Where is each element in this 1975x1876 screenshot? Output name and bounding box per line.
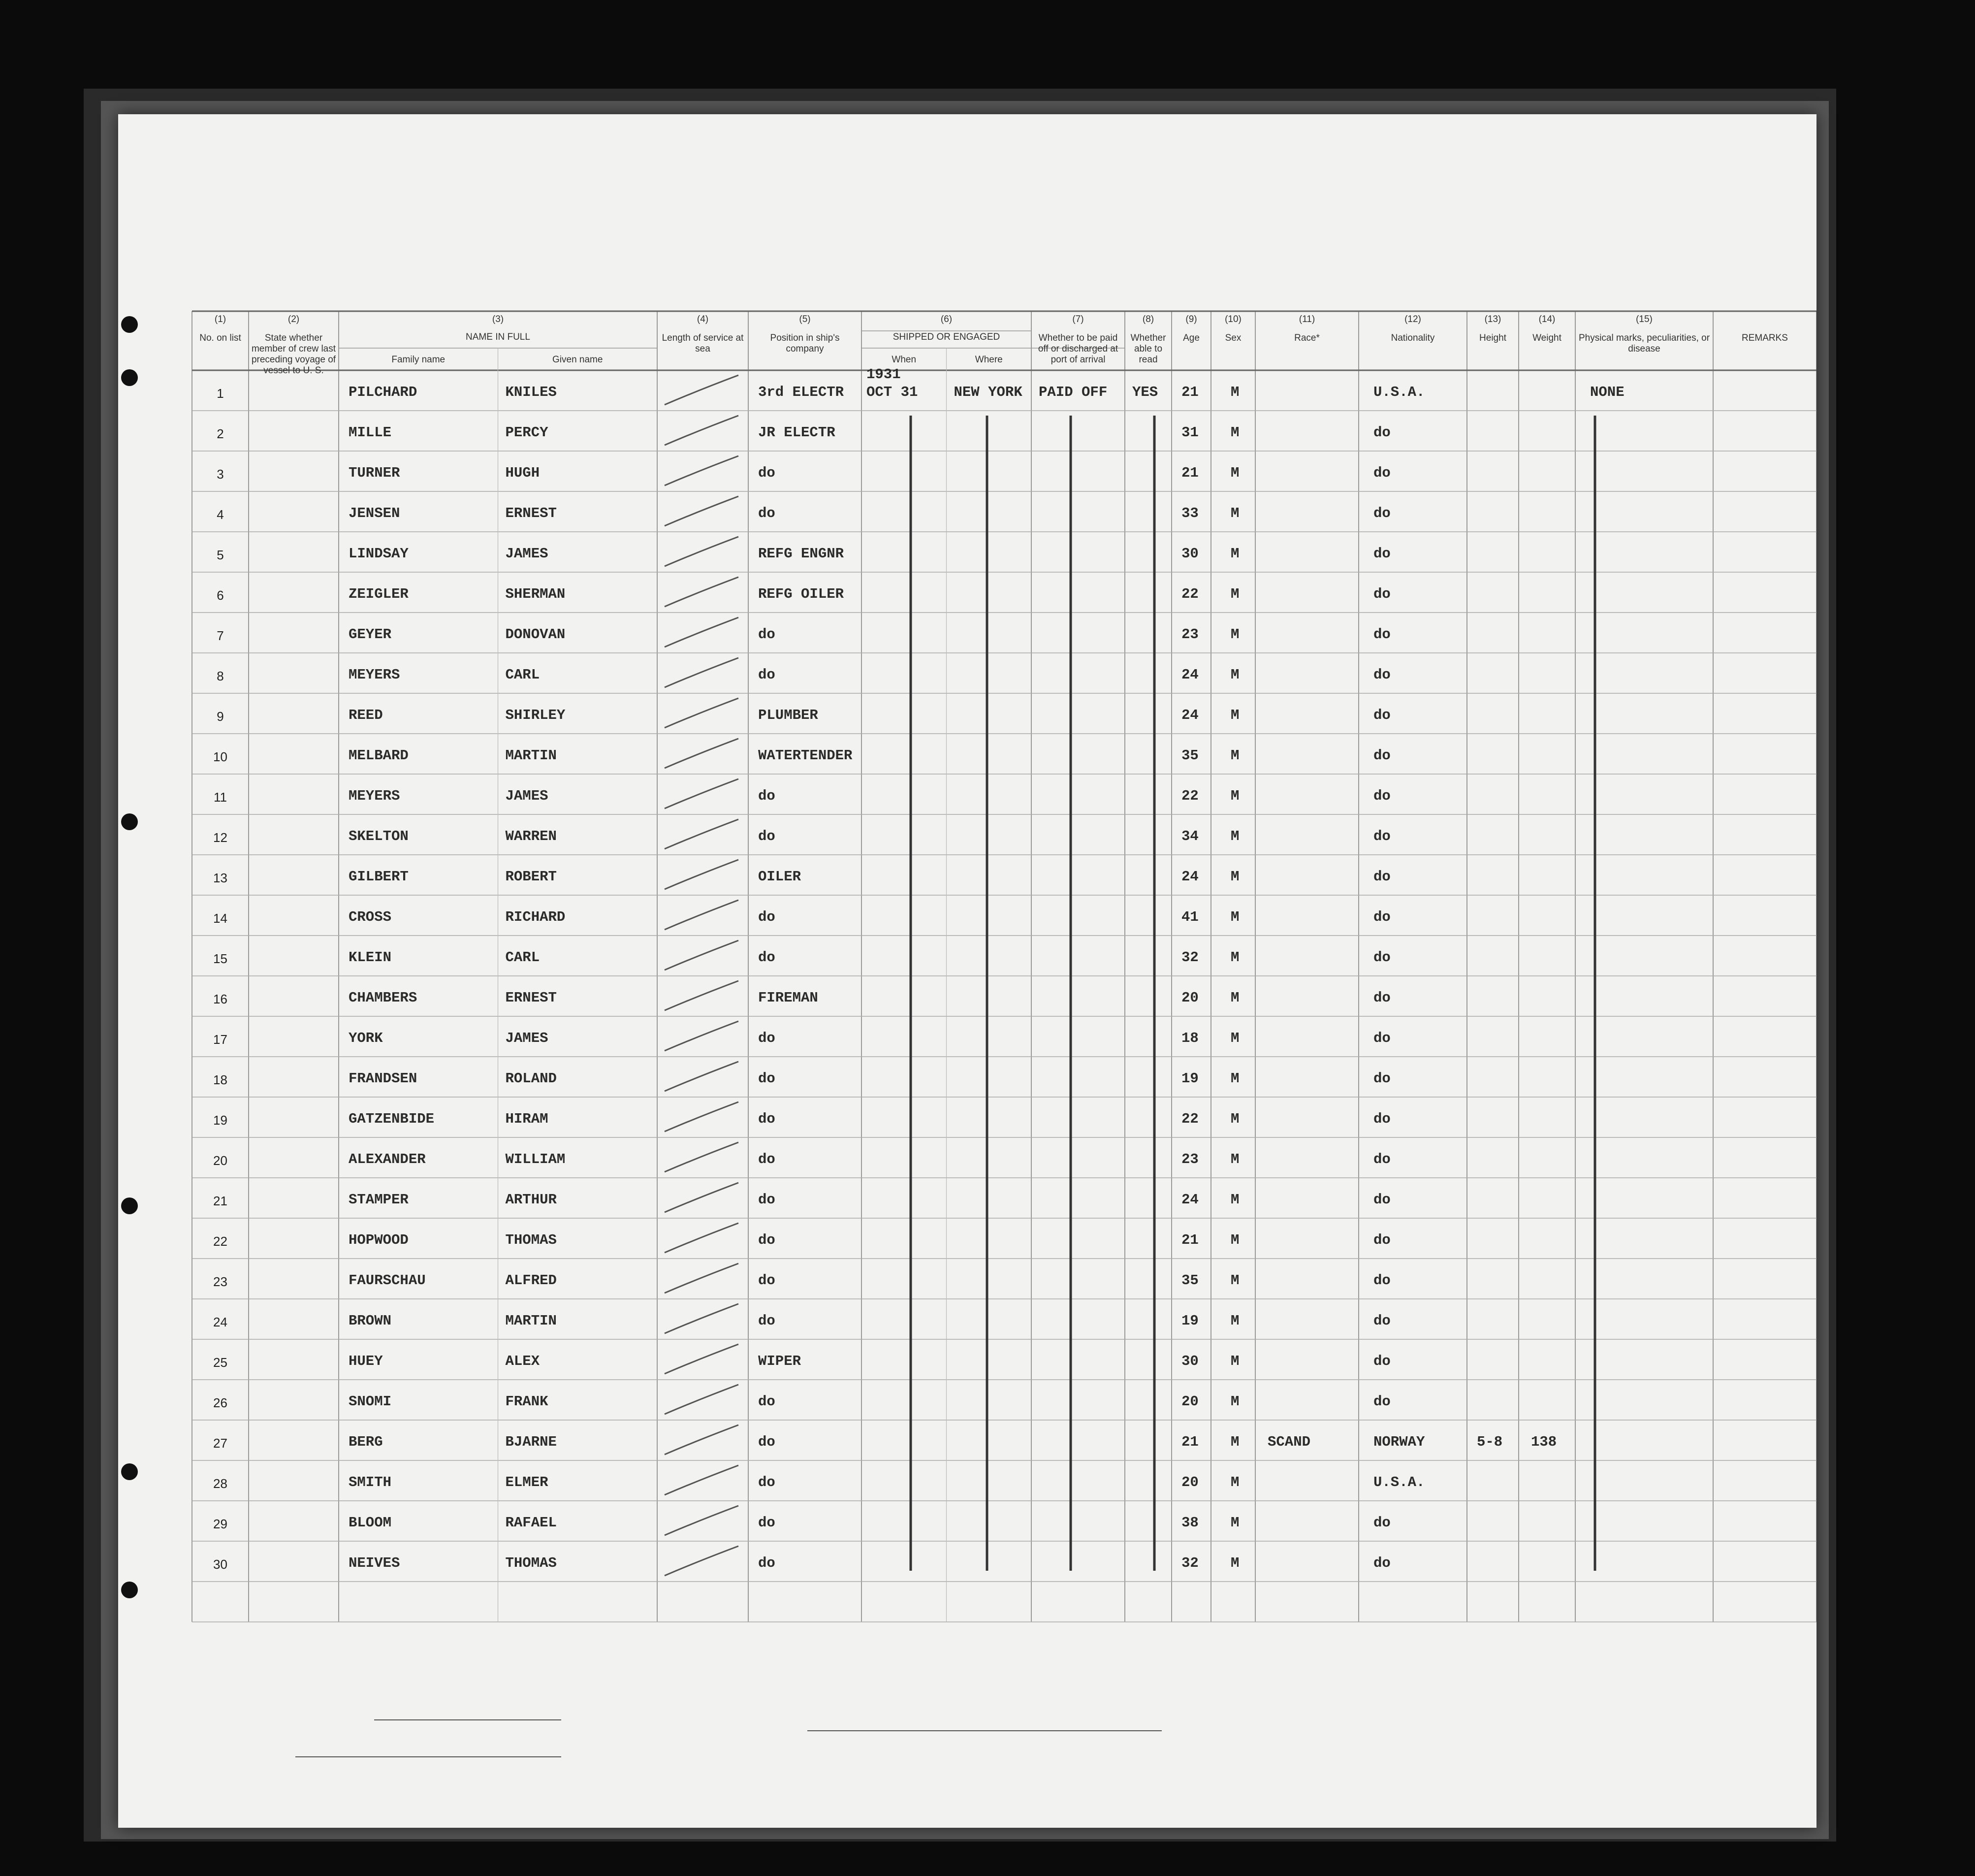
position: do <box>758 465 775 481</box>
service-check-mark <box>665 779 738 809</box>
column-number: (2) <box>287 314 300 324</box>
shipped-year: 1931 <box>866 366 901 383</box>
family-name: GEYER <box>349 626 392 643</box>
service-check-mark <box>665 456 738 485</box>
service-check-mark <box>665 860 738 889</box>
given-name: ERNEST <box>505 990 557 1006</box>
sex: M <box>1231 546 1240 562</box>
nationality: do <box>1373 1555 1391 1571</box>
nationality: do <box>1373 990 1391 1006</box>
row-number: 15 <box>213 951 227 966</box>
nationality: do <box>1373 788 1391 804</box>
sex: M <box>1231 1515 1240 1531</box>
inspector-rule <box>807 1730 1162 1731</box>
nationality: do <box>1373 909 1391 925</box>
family-name: CROSS <box>349 909 392 925</box>
service-check-mark <box>665 1062 738 1091</box>
family-name: JENSEN <box>349 505 400 521</box>
age: 21 <box>1181 465 1199 481</box>
family-name: TURNER <box>349 465 400 481</box>
given-name: HIRAM <box>505 1111 548 1127</box>
family-name: SMITH <box>349 1474 392 1490</box>
column-header: REMARKS <box>1742 333 1788 343</box>
row-number: 20 <box>213 1153 227 1168</box>
position: OILER <box>758 869 801 885</box>
family-name: MEYERS <box>349 788 400 804</box>
service-check-mark <box>665 577 738 607</box>
age: 24 <box>1181 667 1199 683</box>
nationality: do <box>1373 869 1391 885</box>
nationality: NORWAY <box>1373 1434 1425 1450</box>
nationality: do <box>1373 747 1391 764</box>
given-name: WILLIAM <box>505 1151 566 1167</box>
row-number: 8 <box>217 669 224 683</box>
given-name: JAMES <box>505 788 548 804</box>
nationality: do <box>1373 1192 1391 1208</box>
service-check-mark <box>665 1021 738 1051</box>
nationality: do <box>1373 1111 1391 1127</box>
service-check-mark <box>665 496 738 526</box>
position: do <box>758 828 775 844</box>
nationality: do <box>1373 1515 1391 1531</box>
nationality: do <box>1373 465 1391 481</box>
position: 3rd ELECTR <box>758 384 844 400</box>
agents-rule <box>295 1756 561 1757</box>
sex: M <box>1231 707 1240 723</box>
given-name: JAMES <box>505 1030 548 1046</box>
column-header: No. on list <box>199 333 241 343</box>
position: FIREMAN <box>758 990 818 1006</box>
column-number: (7) <box>1072 314 1084 324</box>
age: 30 <box>1181 546 1199 562</box>
position: WIPER <box>758 1353 801 1369</box>
given-name: BJARNE <box>505 1434 557 1450</box>
position: do <box>758 1232 775 1248</box>
service-check-mark <box>665 1102 738 1132</box>
column-header: NAME IN FULL <box>466 332 530 342</box>
column-subheader: Family name <box>391 355 446 365</box>
age: 19 <box>1181 1313 1199 1329</box>
age: 21 <box>1181 1434 1199 1450</box>
family-name: HUEY <box>349 1353 383 1369</box>
row-number: 19 <box>213 1113 227 1128</box>
given-name: MARTIN <box>505 1313 557 1329</box>
position: do <box>758 1555 775 1571</box>
service-check-mark <box>665 617 738 647</box>
family-name: MILLE <box>349 424 392 441</box>
service-check-mark <box>665 537 738 566</box>
row-number: 7 <box>217 628 224 643</box>
nationality: do <box>1373 949 1391 966</box>
family-name: BERG <box>349 1434 383 1450</box>
sex: M <box>1231 949 1240 966</box>
sex: M <box>1231 788 1240 804</box>
nationality: U.S.A. <box>1373 1474 1425 1490</box>
position: do <box>758 1070 775 1087</box>
given-name: THOMAS <box>505 1232 557 1248</box>
nationality: do <box>1373 424 1391 441</box>
row-number: 30 <box>213 1557 227 1572</box>
service-check-mark <box>665 1506 738 1535</box>
column-number: (6) <box>940 314 953 324</box>
column-number: (11) <box>1299 314 1315 324</box>
row-number: 16 <box>213 992 227 1006</box>
age: 22 <box>1181 586 1199 602</box>
height: 5-8 <box>1477 1434 1503 1450</box>
column-header: Weight <box>1532 333 1561 343</box>
physical-marks: NONE <box>1590 384 1625 400</box>
position: do <box>758 909 775 925</box>
column-header: State whether member of crew last preceding voyage of vessel to U. S. <box>251 333 336 376</box>
column-number: (12) <box>1404 314 1421 324</box>
column-number: (1) <box>214 314 226 324</box>
column-subheader: When <box>892 355 917 365</box>
row-number: 27 <box>213 1436 227 1451</box>
age: 32 <box>1181 1555 1199 1571</box>
row-number: 13 <box>213 871 227 885</box>
given-name: CARL <box>505 949 540 966</box>
row-number: 29 <box>213 1517 227 1531</box>
nationality: do <box>1373 667 1391 683</box>
nationality: do <box>1373 586 1391 602</box>
age: 18 <box>1181 1030 1199 1046</box>
row-number: 24 <box>213 1315 227 1329</box>
row-number: 26 <box>213 1395 227 1410</box>
given-name: SHERMAN <box>505 586 566 602</box>
position: do <box>758 1151 775 1167</box>
nationality: do <box>1373 1232 1391 1248</box>
given-name: MARTIN <box>505 747 557 764</box>
column-number: (14) <box>1538 314 1556 324</box>
given-name: SHIRLEY <box>505 707 566 723</box>
column-header: Race* <box>1294 333 1320 343</box>
position: REFG OILER <box>758 586 844 602</box>
sex: M <box>1231 990 1240 1006</box>
sex: M <box>1231 1192 1240 1208</box>
manifest-sheet <box>118 114 1816 1828</box>
sex: M <box>1231 1030 1240 1046</box>
nationality: do <box>1373 1070 1391 1087</box>
age: 35 <box>1181 747 1199 764</box>
service-check-mark <box>665 1465 738 1495</box>
able-to-read: YES <box>1132 384 1158 400</box>
sex: M <box>1231 586 1240 602</box>
family-name: NEIVES <box>349 1555 400 1571</box>
race: SCAND <box>1268 1434 1311 1450</box>
position: WATERTENDER <box>758 747 853 764</box>
age: 23 <box>1181 626 1199 643</box>
sex: M <box>1231 1434 1240 1450</box>
column-header: Whether able to read <box>1130 333 1166 365</box>
row-number: 23 <box>213 1274 227 1289</box>
column-number: (5) <box>799 314 811 324</box>
service-check-mark <box>665 1183 738 1212</box>
column-number: (3) <box>492 314 504 324</box>
age: 31 <box>1181 424 1199 441</box>
family-name: KLEIN <box>349 949 392 966</box>
nationality: do <box>1373 546 1391 562</box>
sex: M <box>1231 1151 1240 1167</box>
age: 38 <box>1181 1515 1199 1531</box>
sex: M <box>1231 667 1240 683</box>
nationality: do <box>1373 1030 1391 1046</box>
given-name: DONOVAN <box>505 626 566 643</box>
service-check-mark <box>665 698 738 728</box>
service-check-mark <box>665 1263 738 1293</box>
column-header: SHIPPED OR ENGAGED <box>892 332 1000 342</box>
row-number: 2 <box>217 426 224 441</box>
position: do <box>758 788 775 804</box>
age: 24 <box>1181 707 1199 723</box>
sex: M <box>1231 1393 1240 1410</box>
column-number: (13) <box>1484 314 1501 324</box>
family-name: SKELTON <box>349 828 409 844</box>
age: 19 <box>1181 1070 1199 1087</box>
service-check-mark <box>665 900 738 930</box>
sex: M <box>1231 1070 1240 1087</box>
given-name: RICHARD <box>505 909 566 925</box>
row-number: 21 <box>213 1194 227 1208</box>
age: 21 <box>1181 384 1199 400</box>
age: 21 <box>1181 1232 1199 1248</box>
sex: M <box>1231 384 1240 400</box>
nationality: do <box>1373 1272 1391 1289</box>
sex: M <box>1231 1232 1240 1248</box>
shipped-where: NEW YORK <box>954 384 1022 400</box>
row-number: 17 <box>213 1032 227 1047</box>
nationality: do <box>1373 828 1391 844</box>
sex: M <box>1231 1555 1240 1571</box>
sex: M <box>1231 465 1240 481</box>
family-name: FAURSCHAU <box>349 1272 426 1289</box>
given-name: ERNEST <box>505 505 557 521</box>
service-check-mark <box>665 416 738 445</box>
service-check-mark <box>665 981 738 1010</box>
service-check-mark <box>665 1425 738 1455</box>
position: do <box>758 1434 775 1450</box>
family-name: HOPWOOD <box>349 1232 409 1248</box>
position: do <box>758 626 775 643</box>
given-name: ROLAND <box>505 1070 557 1087</box>
sex: M <box>1231 1313 1240 1329</box>
nationality: do <box>1373 1313 1391 1329</box>
owners-rule <box>374 1719 561 1720</box>
nationality: do <box>1373 626 1391 643</box>
column-header: Height <box>1479 333 1506 343</box>
age: 30 <box>1181 1353 1199 1369</box>
age: 22 <box>1181 1111 1199 1127</box>
sex: M <box>1231 626 1240 643</box>
age: 33 <box>1181 505 1199 521</box>
given-name: PERCY <box>505 424 548 441</box>
row-number: 6 <box>217 588 224 603</box>
given-name: ROBERT <box>505 869 557 885</box>
position: do <box>758 1192 775 1208</box>
column-subheader: Where <box>975 355 1003 365</box>
age: 24 <box>1181 869 1199 885</box>
row-number: 3 <box>217 467 224 482</box>
given-name: RAFAEL <box>505 1515 557 1531</box>
given-name: THOMAS <box>505 1555 557 1571</box>
service-check-mark <box>665 940 738 970</box>
age: 41 <box>1181 909 1199 925</box>
service-check-mark <box>665 1385 738 1414</box>
family-name: LINDSAY <box>349 546 409 562</box>
family-name: BROWN <box>349 1313 392 1329</box>
position: do <box>758 667 775 683</box>
given-name: JAMES <box>505 546 548 562</box>
sex: M <box>1231 1353 1240 1369</box>
age: 20 <box>1181 990 1199 1006</box>
family-name: CHAMBERS <box>349 990 417 1006</box>
position: do <box>758 1515 775 1531</box>
nationality: do <box>1373 1353 1391 1369</box>
column-number: (4) <box>697 314 709 324</box>
family-name: REED <box>349 707 383 723</box>
position: do <box>758 1393 775 1410</box>
row-number: 12 <box>213 830 227 845</box>
age: 20 <box>1181 1393 1199 1410</box>
sex: M <box>1231 828 1240 844</box>
family-name: GATZENBIDE <box>349 1111 435 1127</box>
service-check-mark <box>665 1142 738 1172</box>
family-name: PILCHARD <box>349 384 417 400</box>
family-name: MEYERS <box>349 667 400 683</box>
given-name: FRANK <box>505 1393 548 1410</box>
given-name: WARREN <box>505 828 557 844</box>
nationality: do <box>1373 1151 1391 1167</box>
sex: M <box>1231 505 1240 521</box>
position: do <box>758 505 775 521</box>
age: 22 <box>1181 788 1199 804</box>
position: REFG ENGNR <box>758 546 844 562</box>
position: PLUMBER <box>758 707 818 723</box>
service-check-mark <box>665 739 738 768</box>
sex: M <box>1231 869 1240 885</box>
position: do <box>758 1474 775 1490</box>
nationality: do <box>1373 1393 1391 1410</box>
row-number: 28 <box>213 1476 227 1491</box>
row-number: 9 <box>217 709 224 724</box>
service-check-mark <box>665 658 738 687</box>
given-name: KNILES <box>505 384 557 400</box>
row-number: 25 <box>213 1355 227 1370</box>
given-name: CARL <box>505 667 540 683</box>
position: JR ELECTR <box>758 424 835 441</box>
nationality: do <box>1373 505 1391 521</box>
sex: M <box>1231 1111 1240 1127</box>
row-number: 22 <box>213 1234 227 1249</box>
given-name: ALEX <box>505 1353 540 1369</box>
column-number: (8) <box>1142 314 1154 324</box>
sex: M <box>1231 424 1240 441</box>
column-header: Sex <box>1225 333 1242 343</box>
row-number: 5 <box>217 548 224 562</box>
row-number: 10 <box>213 749 227 764</box>
age: 23 <box>1181 1151 1199 1167</box>
given-name: ARTHUR <box>505 1192 557 1208</box>
shipped-when: OCT 31 <box>866 384 918 400</box>
family-name: BLOOM <box>349 1515 392 1531</box>
column-header: Position in ship's company <box>770 333 840 354</box>
position: do <box>758 949 775 966</box>
row-number: 11 <box>214 790 227 805</box>
position: do <box>758 1272 775 1289</box>
age: 35 <box>1181 1272 1199 1289</box>
position: do <box>758 1030 775 1046</box>
family-name: SNOMI <box>349 1393 392 1410</box>
family-name: GILBERT <box>349 869 409 885</box>
column-number: (15) <box>1636 314 1653 324</box>
weight: 138 <box>1531 1434 1557 1450</box>
nationality: do <box>1373 707 1391 723</box>
service-check-mark <box>665 375 738 405</box>
family-name: ZEIGLER <box>349 586 409 602</box>
age: 32 <box>1181 949 1199 966</box>
column-header: Nationality <box>1391 333 1435 343</box>
sex: M <box>1231 1474 1240 1490</box>
row-number: 18 <box>213 1072 227 1087</box>
paid-off: PAID OFF <box>1039 384 1108 400</box>
column-number: (10) <box>1225 314 1242 324</box>
age: 20 <box>1181 1474 1199 1490</box>
given-name: HUGH <box>505 465 540 481</box>
column-header: Age <box>1183 333 1200 343</box>
sex: M <box>1231 909 1240 925</box>
row-number: 14 <box>213 911 227 926</box>
age: 34 <box>1181 828 1199 844</box>
row-number: 1 <box>217 386 224 401</box>
service-check-mark <box>665 1546 738 1576</box>
column-number: (9) <box>1185 314 1197 324</box>
family-name: MELBARD <box>349 747 409 764</box>
service-check-mark <box>665 1304 738 1333</box>
given-name: ELMER <box>505 1474 548 1490</box>
column-header: Length of service at sea <box>662 333 744 354</box>
service-check-mark <box>665 1223 738 1253</box>
position: do <box>758 1111 775 1127</box>
given-name: ALFRED <box>505 1272 557 1289</box>
nationality: U.S.A. <box>1373 384 1425 400</box>
sex: M <box>1231 747 1240 764</box>
family-name: FRANDSEN <box>349 1070 417 1087</box>
service-check-mark <box>665 819 738 849</box>
age: 24 <box>1181 1192 1199 1208</box>
column-subheader: Given name <box>552 355 603 365</box>
row-number: 4 <box>217 507 224 522</box>
service-check-mark <box>665 1344 738 1374</box>
family-name: YORK <box>349 1030 383 1046</box>
column-header: Whether to be paid off or discharged at port of arrival <box>1038 333 1118 365</box>
family-name: STAMPER <box>349 1192 409 1208</box>
family-name: ALEXANDER <box>349 1151 426 1167</box>
column-header: Physical marks, peculiarities, or disease <box>1578 333 1710 354</box>
position: do <box>758 1313 775 1329</box>
sex: M <box>1231 1272 1240 1289</box>
